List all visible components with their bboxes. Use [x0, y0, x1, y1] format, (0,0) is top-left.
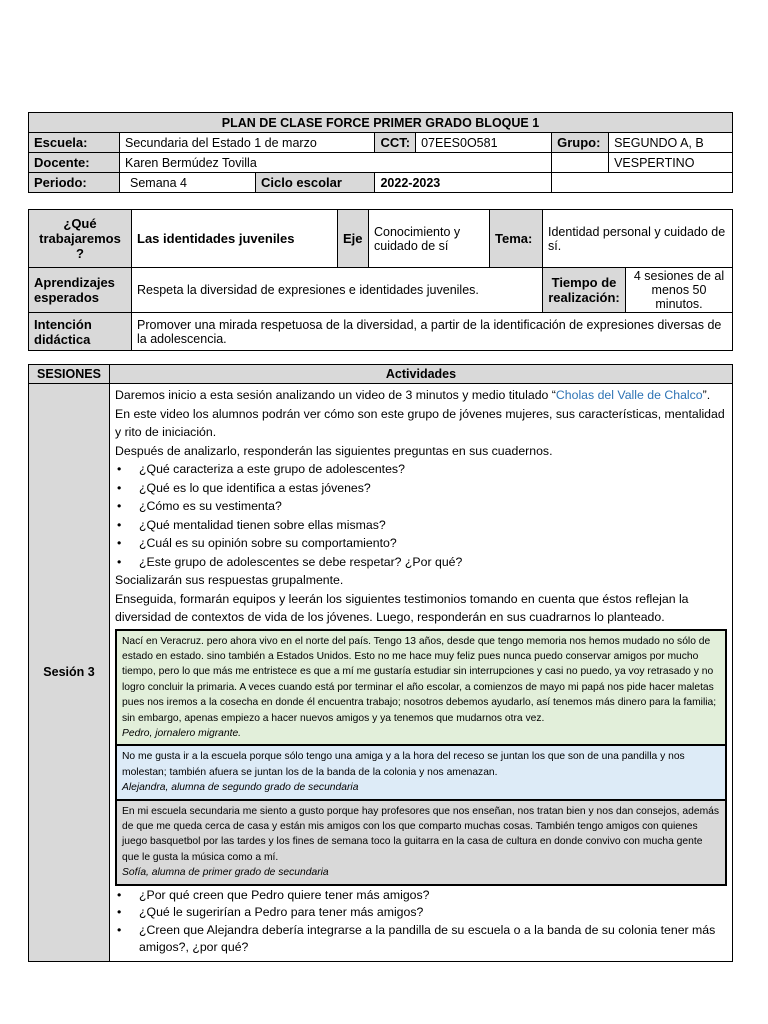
- testimony-author: Alejandra, alumna de segundo grado de secundaria: [122, 782, 359, 794]
- ciclo-label: Ciclo escolar: [256, 173, 375, 193]
- list-item: • ¿Este grupo de adolescentes se debe respetar? ¿Por qué?: [135, 553, 727, 572]
- col-actividades: Actividades: [110, 365, 733, 384]
- social-paragraph: Socializarán sus respuestas grupalmente.: [115, 573, 344, 587]
- list-item: • ¿Qué le sugerirían a Pedro para tener más amigos?: [135, 904, 727, 922]
- testimony-pedro: Nací en Veracruz. pero ahora vivo en el norte del país. Tengo 13 años, desde que tengo memoria nos hemos mudado no sólo de estado en estado. sino también a Estados Unidos. Esto no me hace muy feliz pues nunca puedo conservar amigos por mucho tiempo, pero lo que más me entristece es que a mí me gustaría estudiar sin interrupciones y casi no puedo, ya voy retrasado y no logro concluir la primaria. A veces cuando está por terminar el año escolar, a comienzos de mayo mi papá nos pide hacer maletas pues nos iremos a la cosecha en donde él encuentra trabajo; nosotros debemos ayudarlo, así tenemos más dinero para la familia; sin embargo, apenas empiezo a hacer nuevos amigos y ya tenemos que mudarnos otra vez. Pedro, jornalero migrante.: [115, 629, 727, 747]
- cct-value: 07EES0O581: [416, 133, 552, 153]
- escuela-value: Secundaria del Estado 1 de marzo: [120, 133, 375, 153]
- aprendizajes-value: Respeta la diversidad de expresiones e identidades juveniles.: [132, 268, 543, 313]
- list-item: • ¿Cómo es su vestimenta?: [135, 497, 727, 516]
- sessions-table: [28, 364, 733, 962]
- header-table: [28, 112, 733, 193]
- que-label: ¿Qué trabajaremos ?: [29, 210, 132, 268]
- session-label: Sesión 3: [29, 384, 110, 962]
- cct-label: CCT:: [375, 133, 416, 153]
- video-link[interactable]: Cholas del Valle de Chalco: [555, 388, 703, 402]
- after-paragraph: Después de analizarlo, responderán las siguientes preguntas en sus cuadernos.: [115, 443, 553, 458]
- teams-paragraph: Enseguida, formarán equipos y leerán los siguientes testimonios tomando en cuenta que éstos reflejan la diversidad de contextos de vida de los jóvenes. Luego, responderán en sus cuadrarnos lo planteado.: [115, 591, 689, 624]
- list-item: • ¿Qué es lo que identifica a estas jóvenes?: [135, 479, 727, 498]
- tiempo-value: 4 sesiones de al menos 50 minutos.: [626, 268, 733, 313]
- intro-paragraph: Daremos inicio a esta sesión analizando un video de 3 minutos y medio titulado “Cholas del Valle de Chalco”. En este video los alumnos podrán ver cómo son este grupo de jóvenes mujeres, sus características, mentalidad y rito de iniciación.: [115, 388, 725, 439]
- escuela-label: Escuela:: [29, 133, 120, 153]
- turno-value: VESPERTINO: [609, 153, 733, 173]
- list-item: • ¿Por qué creen que Pedro quiere tener más amigos?: [135, 887, 727, 905]
- docente-label: Docente:: [29, 153, 120, 173]
- tiempo-label: Tiempo de realización:: [543, 268, 626, 313]
- testimony-sofia: En mi escuela secundaria me siento a gusto porque hay profesores que nos enseñan, nos tratan bien y nos dan consejos, además de que me queda cerca de casa y están mis amigos con los que comparto muchas cosas. También tengo amigos con quienes juego basquetbol por las tardes y los fines de semana toco la guitarra en la casa de cultura en donde convivo con mucha gente que le gusta la música como a mí. Sofía, alumna de primer grado de secundaria: [115, 801, 727, 886]
- intencion-value: Promover una mirada respetuosa de la diversidad, a partir de la identificación de expresiones diversas de la adolescencia.: [132, 313, 733, 351]
- activities-cell: [110, 384, 733, 962]
- periodo-value: Semana 4: [120, 173, 256, 193]
- final-questions-list: [115, 887, 727, 957]
- eje-label: Eje: [338, 210, 369, 268]
- testimony-alejandra: No me gusta ir a la escuela porque sólo tengo una amiga y a la hora del receso se juntan los que son de una pandilla y nos molestan; también afuera se juntan los de la banda de la colonia y nos amenazan. Alejandra, alumna de segundo grado de secundaria: [115, 746, 727, 800]
- tema-value: Identidad personal y cuidado de sí.: [543, 210, 733, 268]
- aprendizajes-label: Aprendizajes esperados: [29, 268, 132, 313]
- list-item: • ¿Qué mentalidad tienen sobre ellas mismas?: [135, 516, 727, 535]
- questions-list: [115, 460, 727, 571]
- grupo-value: SEGUNDO A, B: [609, 133, 733, 153]
- grupo-label: Grupo:: [552, 133, 609, 153]
- periodo-label: Periodo:: [29, 173, 120, 193]
- ciclo-value: 2022-2023: [375, 173, 552, 193]
- list-item: • ¿Cuál es su opinión sobre su comportamiento?: [135, 534, 727, 553]
- docente-value: Karen Bermúdez Tovilla: [120, 153, 552, 173]
- plan-table: [28, 209, 733, 351]
- list-item: • ¿Creen que Alejandra debería integrarse a la pandilla de su escuela o a la banda de su colonia tener más amigos?, ¿por qué?: [135, 922, 727, 957]
- tema-label: Tema:: [490, 210, 543, 268]
- plan-title: PLAN DE CLASE FORCE PRIMER GRADO BLOQUE 1: [29, 113, 733, 133]
- que-value: Las identidades juveniles: [132, 210, 338, 268]
- list-item: • ¿Qué caracteriza a este grupo de adolescentes?: [135, 460, 727, 479]
- empty-cell: [552, 153, 609, 173]
- eje-value: Conocimiento y cuidado de sí: [369, 210, 490, 268]
- col-sesiones: SESIONES: [29, 365, 110, 384]
- intencion-label: Intención didáctica: [29, 313, 132, 351]
- empty-cell: [552, 173, 733, 193]
- testimony-author: Sofía, alumna de primer grado de secundaria: [122, 867, 329, 879]
- testimony-author: Pedro, jornalero migrante.: [122, 727, 242, 739]
